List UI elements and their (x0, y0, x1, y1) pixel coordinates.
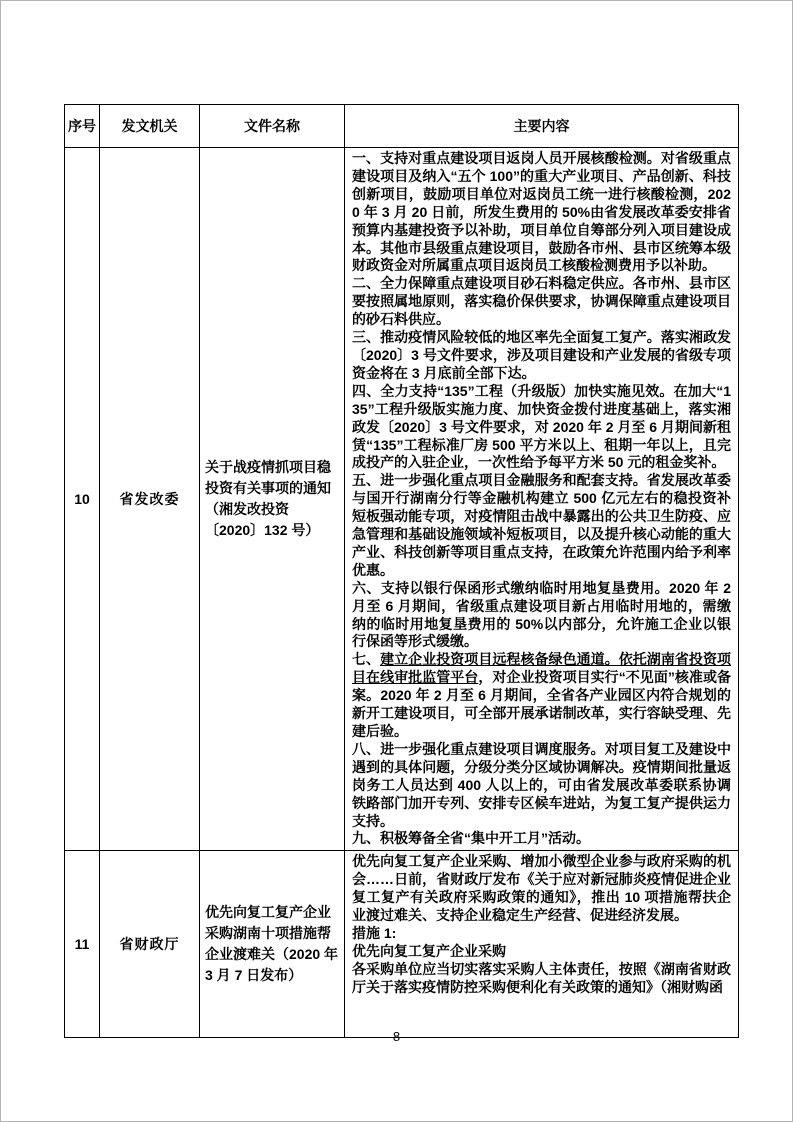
page-number: 8 (392, 1029, 401, 1044)
cell-document-name: 优先向复工复产企业采购湖南十项措施帮企业渡难关（2020 年 3 月 7 日发布） (200, 851, 345, 1038)
underlined-text: 建立企业投资项目远程核备绿色通道。依托湖南省投资项目在线审批监管平台 (352, 651, 731, 686)
content-paragraph-list (352, 150, 731, 848)
header-issuing-agency: 发文机关 (100, 105, 200, 148)
content-paragraph: 措施 1: (352, 924, 397, 941)
header-main-content: 主要内容 (345, 105, 739, 148)
cell-issuing-agency: 省发改委 (100, 148, 200, 851)
cell-main-content (345, 851, 739, 1038)
policy-table (64, 104, 739, 1038)
content-paragraph: 六、支持以银行保函形式缴纳临时用地复垦费用。2020 年 2 月至 6 月期间，省级重点建设项目新占用临时用地的，需缴纳的临时用地复垦费用的 50%以内部分，允许施工企业以银行保函等形式缓缴。 (352, 579, 731, 650)
content-paragraph: 二、全力保障重点建设项目砂石料稳定供应。各市州、县市区要按照属地原则，落实稳价保供要求，协调保障重点建设项目的砂石料供应。 (352, 275, 731, 328)
content-paragraph: 三、推动疫情风险较低的地区率先全面复工复产。落实湘政发〔2020〕3 号文件要求，涉及项目建设和产业发展的省级专项资金将在 3 月底前全部下达。 (352, 329, 731, 381)
content-paragraph: 四、全力支持“135”工程（升级版）加快实施见效。在加大“135”工程升级版实施力度、加快资金拨付进度基础上，落实湘政发〔2020〕3 号文件要求，对 2020 年 2 月至 6 月期间新租赁“135”工程标准厂房 500 平方米以上、租期一年以上，且完成投产的入驻企业，一次性给予每平方米 50 元的租金奖补。 (352, 382, 731, 471)
header-serial-number: 序号 (65, 105, 100, 148)
content-paragraph: 八、进一步强化重点建设项目调度服务。对项目复工及建设中遇到的具体问题，分级分类分区域协调解决。疫情期间批量返岗务工人员达到 400 人以上的，可由省发展改革委联系协调铁路部门加开专列、安排专区候车进站，为复工复产提供运力支持。 (352, 740, 731, 829)
table-header-row (65, 105, 739, 148)
table-row (65, 851, 739, 1038)
content-paragraph: 九、积极筹备全省“集中开工月”活动。 (352, 830, 590, 847)
content-paragraph: 各采购单位应当切实落实采购人主体责任，按照《湖南省财政厅关于落实疫情防控采购便利化有关政策的通知》（湘财购函 (352, 960, 731, 995)
content-paragraph: 优先向复工复产企业采购 (352, 942, 506, 959)
table-row (65, 148, 739, 851)
cell-issuing-agency: 省财政厅 (100, 851, 200, 1038)
cell-main-content (345, 148, 739, 851)
content-paragraph: 七、建立企业投资项目远程核备绿色通道。依托湖南省投资项目在线审批监管平台，对企业投资项目实行“不见面”核准或备案。2020 年 2 月至 6 月期间，全省各产业园区内符合规划的新开工建设项目，可全部开展承诺制改革，实行容缺受理、先建后验。 (352, 651, 731, 739)
content-paragraph-list (352, 853, 731, 996)
content-paragraph: 五、进一步强化重点项目金融服务和配套支持。省发展改革委与国开行湖南分行等金融机构建立 500 亿元左右的稳投资补短板强动能专项，对疫情阻击战中暴露出的公共卫生防疫、应急管理和基础设施领域补短板项目，以及提升核心动能的重大产业、科技创新等项目重点支持，在政策允许范围内给予利率优惠。 (352, 472, 731, 578)
content-paragraph: 一、支持对重点建设项目返岗人员开展核酸检测。对省级重点建设项目及纳入“五个 100”的重大产业项目、产品创新、科技创新项目，鼓励项目单位对返岗员工统一进行核酸检测，2020 年 3 月 20 日前，所发生费用的 50%由省发展改革委安排省预算内基建投资予以补助，项目单位自筹部分列入项目建设成本。其他市县级重点建设项目，鼓励各市州、县市区统筹本级财政资金对所属重点项目返岗员工核酸检测费用予以补助。 (352, 150, 731, 274)
cell-document-name: 关于战疫情抓项目稳投资有关事项的通知（湘发改投资〔2020〕132 号） (200, 148, 345, 851)
cell-serial-number: 11 (65, 851, 100, 1038)
content-paragraph: 优先向复工复产企业采购、增加小微型企业参与政府采购的机会……日前，省财政厅发布《关于应对新冠肺炎疫情促进企业复工复产有关政府采购政策的通知》，推出 10 项措施帮扶企业渡过难关、支持企业稳定生产经营、促进经济发展。 (352, 853, 731, 924)
cell-serial-number: 10 (65, 148, 100, 851)
header-document-name: 文件名称 (200, 105, 345, 148)
